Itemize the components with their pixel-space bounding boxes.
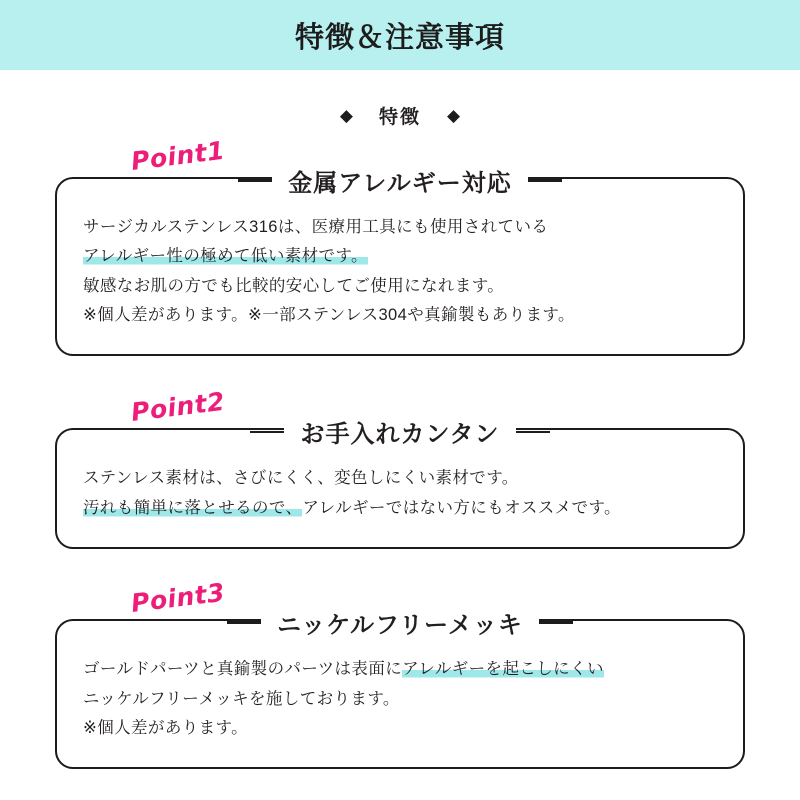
diamond-right-icon: ◆ — [447, 106, 461, 125]
body-text: サージカルステンレス316は、医療用工具にも使用されている — [83, 218, 549, 236]
point-body-line — [83, 301, 717, 330]
point-body-line — [83, 464, 717, 493]
title-rule-left — [227, 621, 261, 624]
point-body-line — [83, 213, 717, 242]
point-title-3: ニッケルフリーメッキ — [261, 605, 539, 640]
body-text: 敏感なお肌の方でも比較的安心してご使用になれます。 — [83, 276, 505, 295]
title-rule-right — [539, 621, 573, 624]
point-card-1 — [55, 170, 745, 356]
body-text: ステンレス素材は、さびにくく、変色しにくい素材です。 — [83, 469, 519, 488]
title-rule-right — [528, 179, 562, 182]
body-text: アレルギーではない方にもオススメです。 — [302, 498, 621, 517]
point-card-2 — [55, 421, 745, 549]
diamond-left-icon: ◆ — [339, 106, 353, 125]
point-tag-2: Point2 — [129, 387, 227, 428]
point-body-line — [83, 655, 717, 684]
section-heading — [0, 102, 800, 129]
point-block-2 — [55, 387, 745, 549]
title-rule-left — [250, 431, 284, 434]
body-text: ゴールドパーツと真鍮製のパーツは表面に — [83, 660, 403, 679]
point-body-line — [83, 272, 717, 301]
point-body-line — [83, 242, 717, 271]
highlighted-text: 汚れも簡単に落とせるので、 — [83, 498, 303, 517]
point-tag-3: Point3 — [129, 577, 227, 619]
point-body-3 — [83, 655, 717, 743]
point-card-3 — [55, 612, 745, 769]
point-body-line — [83, 494, 717, 523]
title-rule-right — [516, 431, 550, 434]
body-text: ニッケルフリーメッキを施しております。 — [83, 689, 400, 708]
point-block-1 — [55, 135, 745, 356]
highlighted-text: アレルギーを起こしにくい — [402, 660, 604, 679]
point-block-3 — [55, 577, 745, 769]
page-title: 特徴＆注意事項 — [294, 21, 505, 54]
point-body-line — [83, 685, 717, 714]
point-title-1: 金属アレルギー対応 — [272, 163, 527, 198]
highlighted-text: アレルギー性の極めて低い素材です。 — [83, 247, 368, 266]
point-title-2: お手入れカンタン — [284, 414, 515, 449]
section-heading-label: 特徴 — [378, 107, 421, 128]
point-body-line — [83, 714, 717, 743]
page-header — [0, 0, 800, 70]
point-body-1 — [83, 213, 717, 330]
body-text: ※個人差があります。※一部ステンレス304や真鍮製もあります。 — [83, 306, 575, 325]
body-text: ※個人差があります。 — [83, 718, 249, 737]
title-rule-left — [238, 179, 272, 182]
point-tag-1: Point1 — [129, 135, 227, 176]
point-body-2 — [83, 464, 717, 523]
